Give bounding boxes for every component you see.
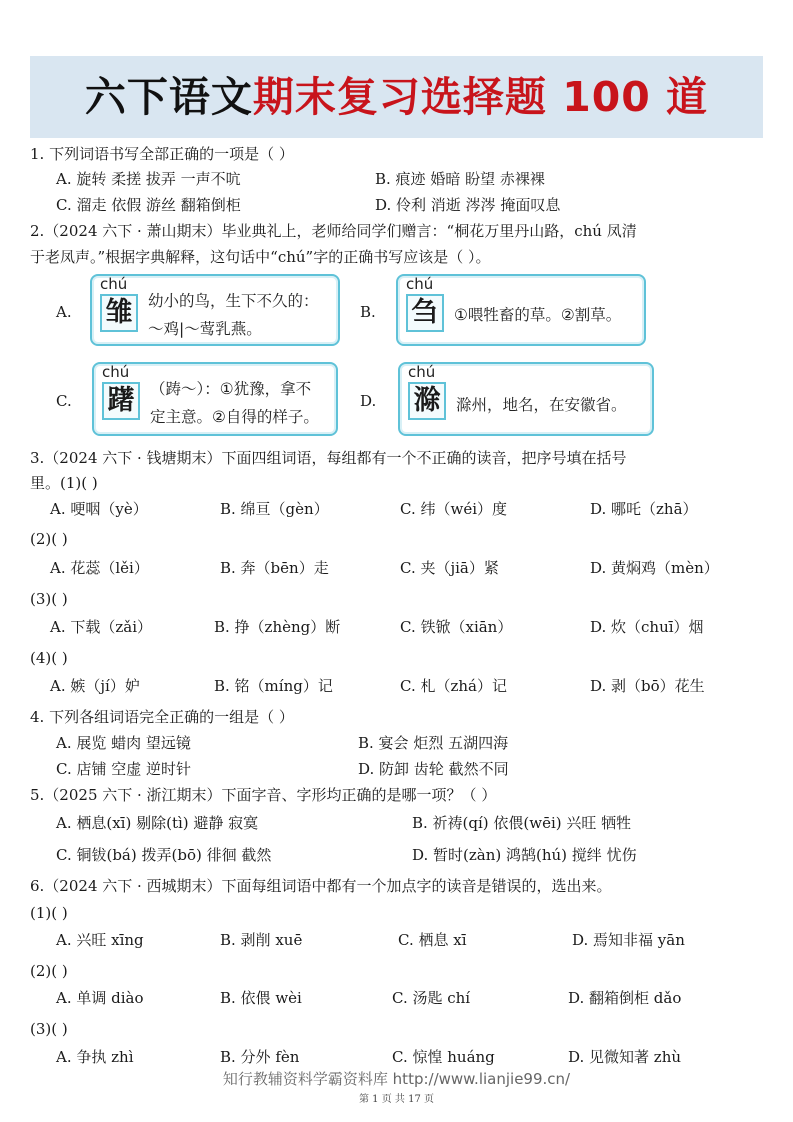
- q3-stem-line2: 里。(1)( ): [30, 474, 98, 492]
- q3-2-option-a: A. 花蕊（lěi）: [50, 559, 149, 577]
- q6-3-option-d: D. 见微知著 zhù: [568, 1048, 682, 1066]
- dictionary-character: 刍: [406, 294, 444, 332]
- q6-stem: 6.（2024 六下 · 西城期末）下面每组词语中都有一个加点字的读音是错误的，选出来。: [30, 877, 612, 895]
- q6-2-option-b: B. 依偎 wèi: [220, 989, 302, 1007]
- dictionary-character: 雏: [100, 294, 138, 332]
- q3-3-option-c: C. 铁锨（xiān）: [400, 618, 513, 636]
- q1-option-b: B. 痕迹 婚暗 盼望 赤裸裸: [375, 170, 545, 188]
- q6-1-option-a: A. 兴旺 xīng: [56, 931, 144, 949]
- q3-4-option-b: B. 铭（míng）记: [214, 677, 333, 695]
- q5-stem: 5.（2025 六下 · 浙江期末）下面字音、字形均正确的是哪一项？（ ）: [30, 786, 497, 804]
- dictionary-character: 滁: [408, 382, 446, 420]
- q2-option-d-label: D.: [360, 392, 377, 410]
- q4-option-b: B. 宴会 炬烈 五湖四海: [358, 734, 509, 752]
- q1-option-d: D. 伶利 消逝 涔涔 掩面叹息: [375, 196, 561, 214]
- q6-1-option-c: C. 栖息 xī: [398, 931, 467, 949]
- title-black-part: 六下语文: [84, 73, 253, 121]
- q6-3-option-b: B. 分外 fèn: [220, 1048, 300, 1066]
- q3-sub4: (4)( ): [30, 649, 68, 667]
- q3-2-option-c: C. 夹（jiā）紧: [400, 559, 499, 577]
- q3-1-option-d: D. 哪吒（zhā）: [590, 500, 698, 518]
- q2-option-a-label: A.: [56, 303, 72, 321]
- q2-option-b-label: B.: [360, 303, 376, 321]
- q6-sub2: (2)( ): [30, 962, 68, 980]
- q6-3-option-c: C. 惊惶 huáng: [392, 1048, 495, 1066]
- definition-line: ～鸡|～莺乳燕。: [148, 320, 262, 338]
- q5-option-a: A. 栖息(xī) 剔除(tì) 避静 寂寞: [56, 814, 259, 832]
- q3-1-option-c: C. 纬（wéi）度: [400, 500, 507, 518]
- pinyin-label: chú: [100, 275, 128, 293]
- q3-2-option-d: D. 黄焖鸡（mèn）: [590, 559, 719, 577]
- page-number: 第 1 页 共 17 页: [359, 1094, 434, 1105]
- q1-option-a: A. 旋转 柔搓 拔弄 一声不吭: [56, 170, 241, 188]
- q3-3-option-b: B. 挣（zhèng）断: [214, 618, 341, 636]
- pinyin-label: chú: [408, 363, 436, 381]
- pinyin-label: chú: [406, 275, 434, 293]
- q3-4-option-d: D. 剥（bō）花生: [590, 677, 705, 695]
- q3-2-option-b: B. 奔（bēn）走: [220, 559, 329, 577]
- q6-2-option-c: C. 汤匙 chí: [392, 989, 471, 1007]
- definition-line: 定主意。②自得的样子。: [150, 408, 319, 426]
- definition-line: ①喂牲畜的草。②割草。: [454, 306, 622, 324]
- q6-1-option-b: B. 剥削 xuē: [220, 931, 303, 949]
- footer-site-link: 知行教辅资料学霸资料库 http://www.lianjie99.cn/: [222, 1070, 571, 1088]
- q6-3-option-a: A. 争执 zhì: [56, 1048, 134, 1066]
- definition-line: 幼小的鸟，生下不久的：: [148, 292, 319, 310]
- q3-4-option-c: C. 札（zhá）记: [400, 677, 507, 695]
- q5-option-b: B. 祈祷(qí) 依偎(wēi) 兴旺 牺牲: [412, 814, 632, 832]
- q3-3-option-d: D. 炊（chuī）烟: [590, 618, 704, 636]
- dictionary-character: 躇: [102, 382, 140, 420]
- title-banner: [30, 56, 763, 138]
- q2-option-d-card: [398, 362, 654, 436]
- q2-option-c-card: [92, 362, 338, 436]
- q3-1-option-b: B. 绵亘（gèn）: [220, 500, 329, 518]
- q2-option-b-card: [396, 274, 646, 346]
- q2-stem-line1: 2.（2024 六下 · 萧山期末）毕业典礼上，老师给同学们赠言：“桐花万里丹山路，chú 凤清: [30, 222, 637, 240]
- q5-option-d: D. 暂时(zàn) 鸿鹄(hú) 搅绊 忧伤: [412, 846, 637, 864]
- q6-sub1: (1)( ): [30, 904, 68, 922]
- q3-4-option-a: A. 嫉（jí）妒: [50, 677, 140, 695]
- q3-1-option-a: A. 哽咽（yè）: [50, 500, 148, 518]
- q4-stem: 4. 下列各组词语完全正确的一组是（ ）: [30, 708, 294, 726]
- q6-2-option-a: A. 单调 diào: [56, 989, 144, 1007]
- q3-sub2: (2)( ): [30, 530, 68, 548]
- title-red-part: 期末复习选择题 100 道: [252, 73, 709, 121]
- q6-1-option-d: D. 焉知非福 yān: [572, 931, 685, 949]
- q2-option-c-label: C.: [56, 392, 72, 410]
- q4-option-d: D. 防卸 齿轮 截然不同: [358, 760, 509, 778]
- q1-option-c: C. 溜走 依假 游丝 翻箱倒柜: [56, 196, 241, 214]
- q6-sub3: (3)( ): [30, 1020, 68, 1038]
- definition-line: 滁州，地名，在安徽省。: [456, 396, 627, 414]
- definition-line: （踌～）：①犹豫，拿不: [150, 380, 312, 398]
- q4-option-a: A. 展览 蜡肉 望远镜: [56, 734, 191, 752]
- q3-sub3: (3)( ): [30, 590, 68, 608]
- q2-stem-line2: 于老凤声。”根据字典解释，这句话中“chú”字的正确书写应该是（ ）。: [30, 248, 491, 266]
- q2-option-a-card: [90, 274, 340, 346]
- q5-option-c: C. 铜钹(bá) 拨弄(bō) 徘徊 截然: [56, 846, 272, 864]
- q1-stem: 1. 下列词语书写全部正确的一项是（ ）: [30, 145, 294, 163]
- q6-2-option-d: D. 翻箱倒柜 dǎo: [568, 989, 682, 1007]
- q3-stem-line1: 3.（2024 六下 · 钱塘期末）下面四组词语，每组都有一个不正确的读音，把序号填在括号: [30, 449, 627, 467]
- pinyin-label: chú: [102, 363, 130, 381]
- q4-option-c: C. 店铺 空虚 逆时针: [56, 760, 192, 778]
- q3-3-option-a: A. 下载（zǎi）: [50, 618, 153, 636]
